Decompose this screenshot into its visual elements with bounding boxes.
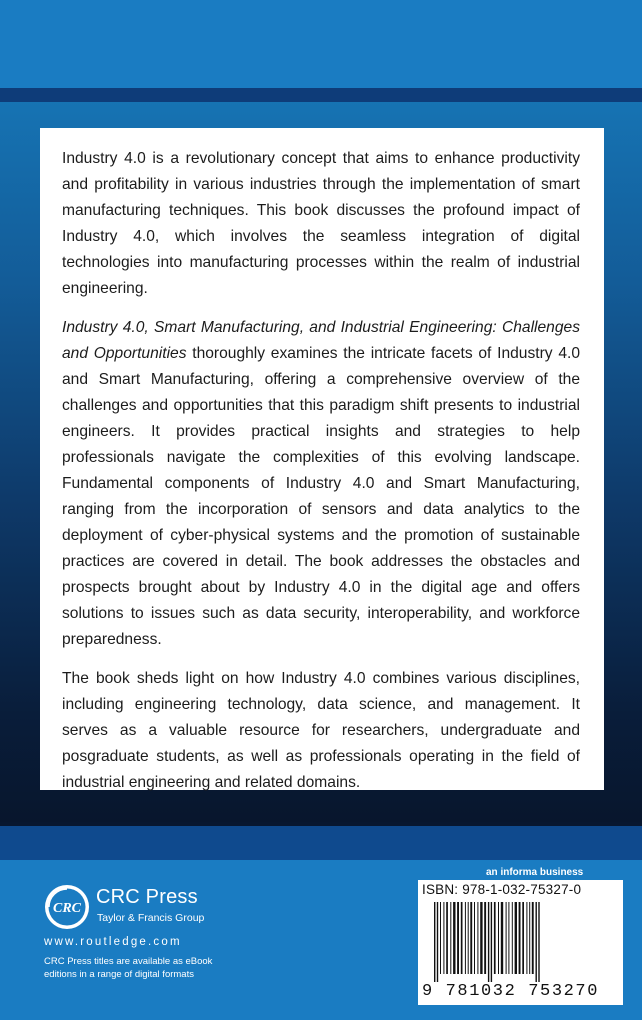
description-box — [40, 128, 604, 790]
barcode-bar — [477, 902, 478, 974]
barcode-bar — [538, 902, 539, 982]
isbn-text: ISBN: 978-1-032-75327-0 — [422, 882, 582, 897]
barcode-bar — [491, 902, 492, 982]
barcode-bar — [494, 902, 496, 974]
barcode-bar — [498, 902, 499, 974]
top-stripe — [0, 88, 642, 102]
description-paragraph-3: The book sheds light on how Industry 4.0 combines various disciplines, including engineering technology, data science, and management. It serves as a valuable resource for researchers, undergraduate and posgraduate students, as well as professionals operating in the field of industrial engineering and related domains. — [62, 670, 580, 791]
barcode-bar — [457, 902, 459, 974]
barcode-bar — [488, 902, 489, 982]
barcode-bar — [465, 902, 466, 974]
barcode-box — [418, 880, 623, 1005]
barcode-bar — [515, 902, 517, 974]
barcode-bar — [536, 902, 537, 982]
publisher-name: CRC Press — [96, 886, 198, 908]
barcode-digits: 9 781032 753270 — [422, 982, 600, 1001]
ebook-note: CRC Press titles are available as eBook editions in a range of digital formats — [44, 956, 213, 980]
top-color-band — [0, 0, 642, 88]
barcode-bar — [474, 902, 475, 974]
barcode-bar — [437, 902, 438, 982]
description-paragraph-2-body: thoroughly examines the intricate facets of Industry 4.0 and Smart Manufacturing, offering a comprehensive overview of the challenges and opportunities that this paradigm shift presents to industrial engineers. It provides practical insights and strategies to help professionals navigate the complexities of this evolving landscape. Fundamental components of Industry 4.0 and Smart Manufacturing, ranging from the incorporation of sensors and data analytics to the deployment of cyber-physical systems and the promotion of sustainable practices are covered in detail. The book addresses the obstacles and prospects brought about by Industry 4.0 in the digital age and offers solutions to issues such as data security, interoperability, and workforce preparedness. — [62, 345, 580, 648]
barcode-bar — [512, 902, 513, 974]
crc-logo-icon — [44, 884, 90, 930]
barcode-bar — [461, 902, 463, 974]
barcode-bar — [480, 902, 482, 974]
description-paragraph-2 — [62, 315, 580, 653]
barcode-bar — [446, 902, 448, 974]
barcode-bar — [440, 902, 441, 974]
barcode-bar — [450, 902, 451, 974]
bottom-stripe — [0, 826, 642, 860]
barcode-bars — [430, 902, 612, 982]
barcode-bar — [529, 902, 530, 974]
barcode-bar — [443, 902, 444, 974]
barcode-bar — [434, 902, 435, 982]
description-paragraph-1: Industry 4.0 is a revolutionary concept that aims to enhance productivity and profitability in various industries through the implementation of smart manufacturing techniques. This book discusses the profound impact of Industry 4.0, which involves the seamless integration of digital technologies into manufacturing processes within the realm of industrial engineering. — [62, 150, 580, 297]
barcode-bar — [522, 902, 524, 974]
informa-tagline: an informa business — [486, 867, 584, 878]
barcode-bar — [468, 902, 469, 974]
barcode-bar — [519, 902, 521, 974]
barcode-bar — [508, 902, 509, 974]
book-title-italic: Industry 4.0, Smart Manufacturing, and Industrial Engineering: Challenges and Opportunities — [62, 319, 580, 362]
barcode-bar — [501, 902, 503, 974]
barcode-bar — [470, 902, 472, 974]
barcode-bar — [484, 902, 486, 974]
barcode-bar — [532, 902, 534, 974]
publisher-group: Taylor & Francis Group — [97, 912, 205, 924]
barcode-bar — [506, 902, 507, 974]
barcode-bar — [526, 902, 527, 974]
barcode-bar — [453, 902, 455, 974]
publisher-website: www.routledge.com — [44, 936, 182, 948]
crc-logo-text: CRC — [52, 901, 82, 916]
